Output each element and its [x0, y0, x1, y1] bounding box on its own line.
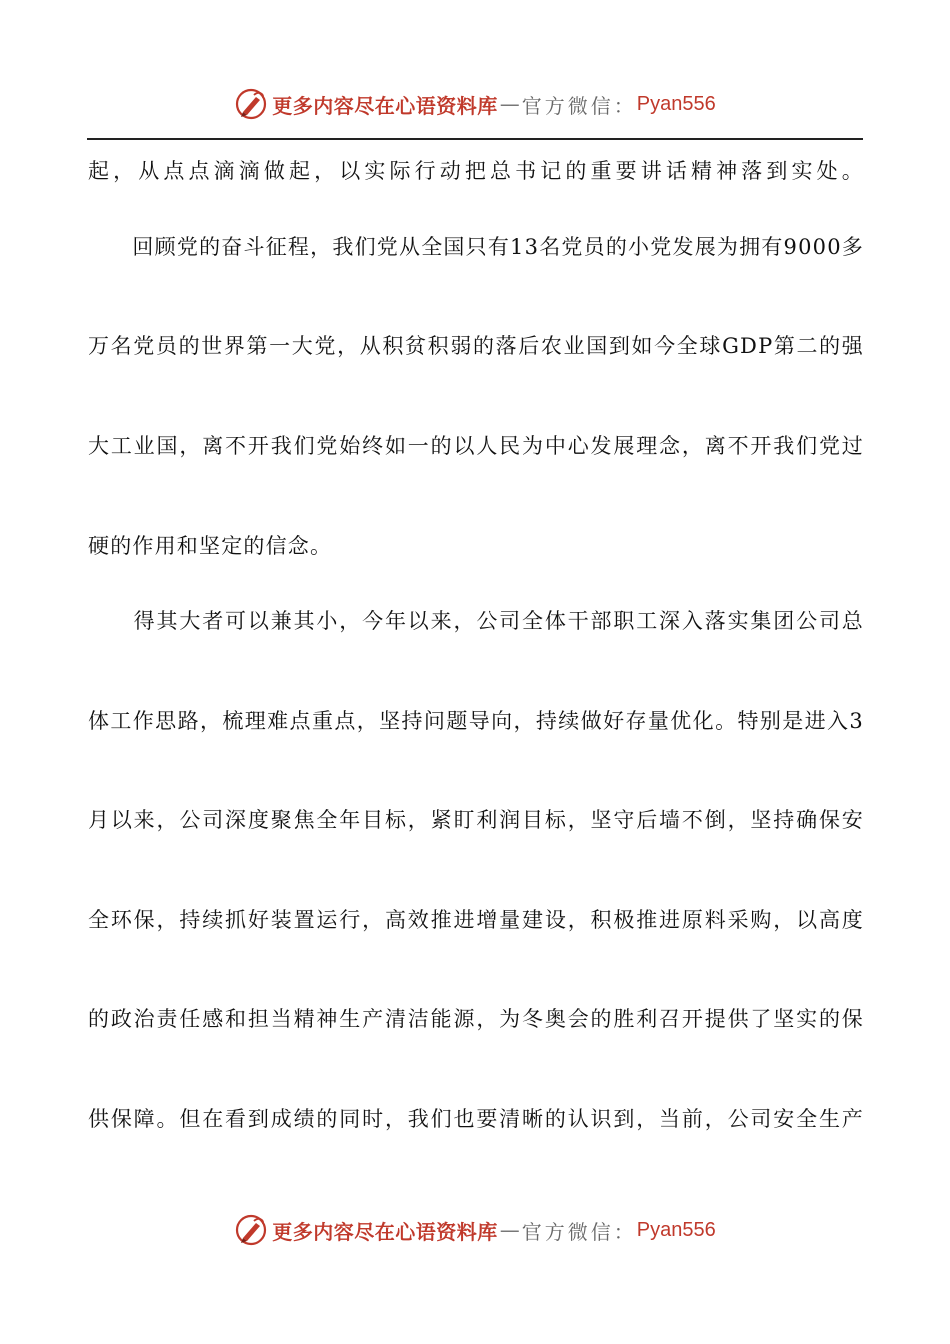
pen-logo-icon: [234, 87, 268, 121]
body-line: 大工业国，离不开我们党始终如一的以人民为中心发展理念，离不开我们党过: [88, 434, 864, 458]
body-line: 月以来，公司深度聚焦全年目标，紧盯利润目标，坚守后墙不倒，坚持确保安: [88, 808, 864, 832]
body-line: 万名党员的世界第一大党，从积贫积弱的落后农业国到如今全球GDP第二的强: [88, 334, 864, 358]
body-line: 回顾党的奋斗征程，我们党从全国只有13名党员的小党发展为拥有9000多: [88, 235, 864, 259]
body-line: 起，从点点滴滴做起，以实际行动把总书记的重要讲话精神落到实处。: [88, 159, 864, 183]
header-wechat-label: 官方微信：: [521, 93, 637, 118]
header-banner: [0, 84, 950, 124]
body-line: 体工作思路，梳理难点重点，坚持问题导向，持续做好存量优化。特别是进入3: [88, 709, 864, 733]
footer-wechat-id: Pyan556: [636, 1218, 716, 1241]
body-line: 硬的作用和坚定的信念。: [88, 534, 333, 558]
header-wechat-id: Pyan556: [636, 92, 716, 115]
body-line: 供保障。但在看到成绩的同时，我们也要清晰的认识到，当前，公司安全生产: [88, 1107, 864, 1131]
pen-logo-icon: [234, 1213, 268, 1247]
body-line: 得其大者可以兼其小，今年以来，公司全体干部职工深入落实集团公司总: [88, 609, 864, 633]
header-divider: [87, 138, 863, 140]
footer-site-name: 更多内容尽在心语资料库: [272, 1219, 498, 1244]
footer-wechat-label: 官方微信：: [521, 1219, 637, 1244]
header-dash: —: [499, 92, 520, 116]
body-line: 的政治责任感和担当精神生产清洁能源，为冬奥会的胜利召开提供了坚实的保: [88, 1007, 864, 1031]
footer-dash: —: [499, 1218, 520, 1242]
body-line: 全环保，持续抓好装置运行，高效推进增量建设，积极推进原料采购，以高度: [88, 908, 864, 932]
header-site-name: 更多内容尽在心语资料库: [272, 93, 498, 118]
footer-banner: [0, 1210, 950, 1250]
